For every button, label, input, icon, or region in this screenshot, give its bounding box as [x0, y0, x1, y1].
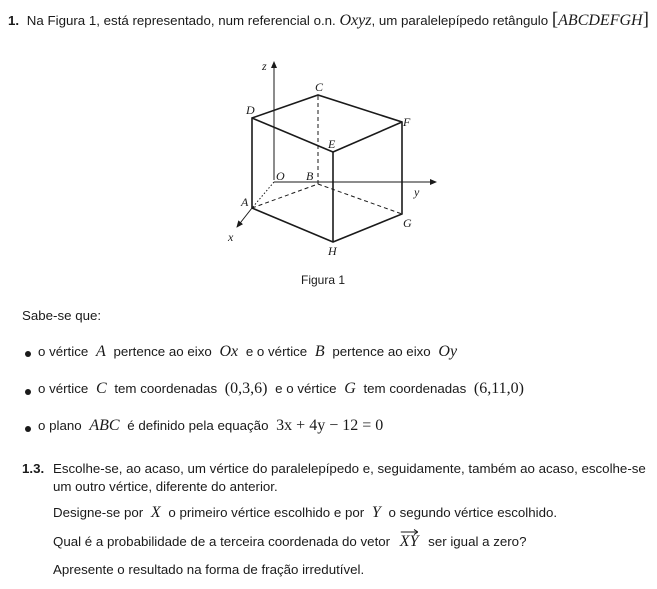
intro-middle: , um paralelepípedo retângulo [371, 13, 549, 28]
coords-G: (6,11,0) [473, 380, 524, 397]
axis-Oy: Oy [438, 343, 458, 360]
label-G: G [403, 216, 412, 230]
vector-arrow-icon [400, 529, 419, 535]
question-text: Qual é a probabilidade de a terceira coordenada do vetor [53, 534, 391, 549]
label-H: H [328, 244, 337, 258]
fact-text: o vértice [38, 344, 89, 359]
bracket-close-icon: ] [642, 9, 649, 30]
figure-caption: Figura 1 [301, 273, 346, 287]
fact-text: e o vértice [245, 344, 308, 359]
fact-text: e o vértice [275, 381, 337, 396]
question-text: ser igual a zero? [428, 534, 527, 549]
question-line [53, 533, 526, 551]
label-A: A [241, 195, 249, 209]
fact-1 [38, 343, 457, 361]
designation-text: o segundo vértice escolhido. [388, 505, 558, 520]
bullet-icon [25, 426, 31, 432]
var-X: X [150, 504, 161, 521]
vertex-B: B [314, 343, 325, 360]
label-B: B [306, 169, 314, 183]
fact-text: é definido pela equação [127, 418, 269, 433]
label-D: D [246, 103, 255, 117]
solid-name: ABCDEFGH [558, 12, 643, 29]
bracket-open-icon: [ [551, 9, 559, 30]
vector-XY-label: XY [399, 533, 419, 550]
intro-text: Na Figura 1, está representado, num referencial o.n. [26, 13, 336, 28]
x-axis-dotted [252, 182, 274, 208]
label-F: F [403, 115, 411, 129]
subquestion-line1: Escolhe-se, ao acaso, um vértice do paralelepípedo e, seguidamente, também ao acaso, escolhe-se [53, 461, 646, 476]
designation-line [53, 504, 557, 522]
label-z: z [262, 59, 267, 73]
fact-text: tem coordenadas [114, 381, 218, 396]
fact-text: o vértice [38, 381, 89, 396]
vertex-G: G [344, 380, 356, 397]
x-axis [237, 208, 252, 227]
axis-Ox: Ox [219, 343, 239, 360]
bullet-icon [25, 389, 31, 395]
label-C: C [315, 80, 324, 94]
fact-text: tem coordenadas [363, 381, 467, 396]
problem-number: 1. [8, 13, 20, 28]
label-x: x [228, 230, 234, 244]
designation-text: o primeiro vértice escolhido e por [168, 505, 365, 520]
designation-text: Designe-se por [53, 505, 144, 520]
subquestion-number: 1.3. [22, 461, 45, 476]
fact-text: pertence ao eixo [113, 344, 212, 359]
var-Y: Y [371, 504, 381, 521]
plane-ABC: ABC [89, 417, 120, 434]
coords-C: (0,3,6) [224, 380, 268, 397]
bullet-icon [25, 351, 31, 357]
fact-text: pertence ao eixo [332, 344, 431, 359]
fact-text: o plano [38, 418, 82, 433]
fact-2 [38, 380, 524, 398]
edge-BG [318, 184, 402, 214]
fact-3 [38, 417, 383, 435]
vector-XY [400, 533, 419, 551]
plane-equation: 3x + 4y − 12 = 0 [276, 417, 384, 434]
vertex-A: A [95, 343, 106, 360]
label-y: y [414, 185, 420, 199]
label-E: E [328, 137, 336, 151]
subquestion-line2: um outro vértice, diferente do anterior. [53, 479, 278, 494]
frame-name: Oxyz [339, 12, 372, 29]
vertex-C: C [95, 380, 107, 397]
label-O: O [276, 169, 285, 183]
known-heading: Sabe-se que: [22, 308, 102, 323]
instruction-line: Apresente o resultado na forma de fração irredutível. [53, 562, 365, 577]
